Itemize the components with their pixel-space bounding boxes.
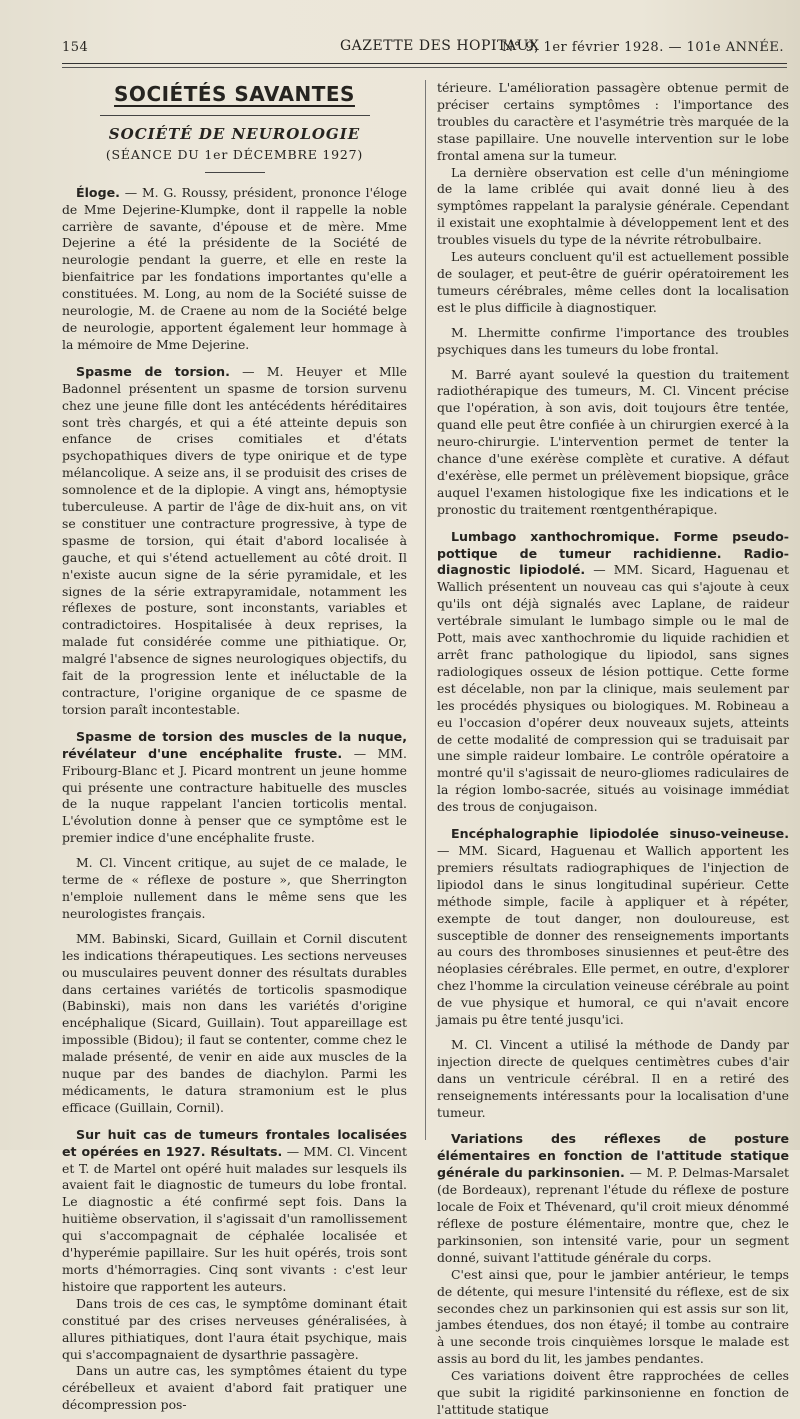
header-rule	[62, 63, 787, 64]
article-text: — M. G. Roussy, président, prononce l'éloge de Mme Dejerine-Klumpke, dont il rappelle la noble carrière de savante, d'épouse et de mère. Mme Dejerine a été la présidente de la Société de neurologie pendant la guerre, et elle en reste la bienfaitrice par les fondations importantes qu'elle a constituées. M. Long, au nom de la Société suisse de neurologie, M. de Craene au nom de la Société belge de neurologie, apportent également leur hommage à la mémoire de Mme Dejerine.	[62, 184, 407, 352]
article-head: Spasme de torsion.	[76, 363, 230, 379]
article-head: Lumbago xanthochromique. Forme pseudo-pottique de tumeur rachidienne. Radio-diagnostic lipiodolé.	[437, 528, 789, 578]
article-reflexes-posture	[437, 1131, 789, 1266]
article-spasme-torsion	[62, 364, 407, 719]
section-title: SOCIÉTÉS SAVANTES	[114, 82, 355, 106]
article-lumbago	[437, 529, 789, 816]
article-head: Sur huit cas de tumeurs frontales localisées et opérées en 1927. Résultats.	[62, 1126, 407, 1159]
issue-info: N° 9, 1er février 1928. — 101e ANNÉE.	[502, 40, 784, 55]
article-text: — M. Heuyer et Mlle Badonnel présentent un spasme de torsion survenu chez une jeune fille dont les antécédents héréditaires sont très chargés, et qui a été atteinte depuis son enfance de crises comitiales et d'états psychopathiques divers de type onirique et de type mélancolique. A seize ans, il se produisit des crises de somnolence et de la diplopie. A vingt ans, hémoptysie tuberculeuse. A partir de l'âge de dix-huit ans, on vit se constituer une contracture progressive, à type de spasme de torsion, qui était d'abord localisée à gauche, et qui s'étend actuellement au côté droit. Il n'existe aucun signe de la série pyramidale, et les signes de la série extrapyramidale, notamment les réflexes de posture, sont inconstants, variables et contradictoires. Hospitalisée à deux reprises, la malade fut considérée comme une pithiatique. Or, malgré l'absence de signes neurologiques objectifs, du fait de la progression lente et inéluctable de la contracture, l'origine organique de ce spasme de torsion paraît incontestable.	[62, 363, 408, 717]
paragraph-barre: M. Barré ayant soulevé la question du traitement radiothérapique des tumeurs, M. Cl. Vincent précise que l'opération, à son avis, doit toujours être tentée, quand elle peut être confiée à un chirurgien exercé à la neuro-chirurgie. L'intervention permet de tenter la chance d'une exérèse complète et curative. A défaut d'exérèse, elle permet un prélèvement biopsique, grâce auquel l'examen histologique fixe les indications et le pronostic du traitement rœntgenthérapique.	[437, 366, 789, 517]
column-divider	[425, 80, 426, 1140]
paragraph-babinski: MM. Babinski, Sicard, Guillain et Cornil discutent les indications thérapeutiques. Les sections nerveuses ou musculaires peuvent donner des résultats durables dans certaines variétés de torticolis spasmodique (Babinski), mais non dans les variétés d'origine encéphalique (Sicard, Guillain). Tout appareillage est impossible (Bidou); il faut se contenter, comme chez le malade présenté, de venir en aide aux muscles de la nuque par des bandes de diachylon. Parmi les médicaments, le datura stramonium est le plus efficace (Guillain, Cornil).	[62, 930, 407, 1115]
article-head: Encéphalographie lipiodolée sinuso-veineuse.	[451, 826, 789, 842]
article-text: — MM. Fribourg-Blanc et J. Picard montrent un jeune homme qui présente une contracture habituelle des muscles de la nuque rappelant l'ancien torticolis mental. L'évolution donne à penser que ce symptôme est le premier indice d'une encéphalite fruste.	[62, 745, 407, 846]
article-head: Variations des réflexes de posture élémentaires en fonction de l'attitude statique générale du parkinsonien.	[437, 1131, 789, 1181]
short-rule	[205, 172, 265, 173]
session-date: (SÉANCE DU 1er DÉCEMBRE 1927)	[105, 146, 364, 162]
paragraph-dandy: M. Cl. Vincent a utilisé la méthode de Dandy par injection directe de quelques centimètres cubes d'air dans un ventricule cérébral. Il en a retiré des renseignements intéressants pour la localisation d'une tumeur.	[437, 1036, 789, 1120]
page-header	[62, 36, 792, 60]
paragraph-variations: Ces variations doivent être rapprochées de celles que subit la rigidité parkinsonienne en fonction de l'attitude statique	[437, 1368, 789, 1417]
article-spasme-nuque	[62, 729, 407, 847]
paragraph-auteurs: Les auteurs concluent qu'il est actuellement possible de soulager, et peut-être de guérir opératoirement les tumeurs cérébrales, même celles dont la localisation est le plus difficile à diagnostiquer.	[437, 249, 789, 315]
right-column	[437, 80, 789, 1419]
article-encephalographie	[437, 826, 789, 1029]
paragraph-trois-cas: Dans trois de ces cas, le symptôme dominant était constitué par des crises nerveuses généralisées, à allures pithiatiques, dont l'aura était psychique, mais qui s'accompagnaient de dysarthrie passagère.	[62, 1295, 407, 1362]
society-title: SOCIÉTÉ DE NEUROLOGIE	[108, 124, 361, 143]
article-head: Éloge.	[76, 184, 120, 200]
article-head: Spasme de torsion des muscles de la nuque, révélateur d'une encéphalite fruste.	[62, 728, 407, 761]
section-rule	[100, 115, 370, 116]
left-column	[62, 80, 407, 1414]
article-text: — MM. Sicard, Haguenau et Wallich apportent les premiers résultats radiographiques de l'injection de lipiodol dans le sinus longitudinal supérieur. Cette méthode simple, facile à appliquer et à répéter, exempte de tout danger, non douloureuse, est susceptible de donner des renseignements importants au cours des thromboses sinusiennes et peut-être des néoplasies cérébrales. Elle permet, en outre, d'explorer chez l'homme la circulation veineuse cérébrale au point de vue physique et humoral, ce qui n'avait encore jamais pu être tenté jusqu'ici.	[437, 842, 789, 1028]
header-rule-thin	[62, 67, 787, 68]
paragraph-autre-cas: Dans un autre cas, les symptômes étaient du type cérébelleux et avaient d'abord fait pratiquer une décompression pos-	[62, 1363, 407, 1413]
paragraph-vincent: M. Cl. Vincent critique, au sujet de ce malade, le terme de « réflexe de posture », que Sherrington n'emploie nullement dans le même sens que les neurologistes français.	[62, 855, 407, 921]
paragraph-lhermitte: M. Lhermitte confirme l'importance des troubles psychiques dans les tumeurs du lobe frontal.	[437, 324, 789, 357]
page-number: 154	[62, 40, 89, 55]
paragraph-derniere: La dernière observation est celle d'un méningiome de la lame criblée qui avait donné lieu à des symptômes rappelant la paralysie générale. Cependant il existait une exophtalmie à développement lent et des troubles visuels du type de la névrite rétrobulbaire.	[437, 164, 789, 248]
article-text: — M. P. Delmas-Marsalet (de Bordeaux), reprenant l'étude du réflexe de posture locale de Foix et Thévenard, qu'il croit mieux dénommé réflexe de posture élémentaire, montre que, chez le parkinsonien, son intensité varie, pour un segment donné, suivant l'attitude générale du corps.	[437, 1165, 790, 1265]
article-tumeurs-frontales	[62, 1127, 407, 1296]
article-text: — MM. Cl. Vincent et T. de Martel ont opéré huit malades sur lesquels ils avaient fait le diagnostic de tumeurs du lobe frontal. Le diagnostic a été confirmé sept fois. Dans la huitième observation, il s'agissait d'un ramollissement qui s'accompagnait de céphalée localisée et d'hyperémie papillaire. Sur les huit opérés, trois sont morts d'hémorragies. Cinq sont vivants : c'est leur histoire que rapportent les auteurs.	[62, 1143, 407, 1294]
article-text: — MM. Sicard, Haguenau et Wallich présentent un nouveau cas qui s'ajoute à ceux qu'ils ont déjà signalés avec Laplane, de raideur vertébrale simulant le lumbago simple ou le mal de Pott, mais avec xanthochromie du liquide rachidien et arrêt franc pathologique du lipiodol, sans signes radiologiques osseux de lésion pottique. Cette forme est décelable, non par la clinique, mais seulement par les procédés physiques ou biologiques. M. Robineau a eu l'occasion d'opérer deux nouveaux sujets, atteints de cette modalité de compression qui se traduisait par une simple raideur lombaire. Le contrôle opératoire a montré qu'il s'agissait de neuro-gliomes radiculaires de la région lombo-sacrée, situés au voisinage immédiat des trous de conjugaison.	[437, 562, 789, 815]
paragraph-continuation: térieure. L'amélioration passagère obtenue permit de préciser certains symptômes : l'importance des troubles du caractère et l'asymétrie très marquée de la stase papillaire. Une nouvelle intervention sur le lobe frontal amena sur la tumeur.	[437, 80, 789, 163]
article-eloge	[62, 185, 407, 354]
paragraph-jambier: C'est ainsi que, pour le jambier antérieur, le temps de détente, qui mesure l'intensité du réflexe, est de six secondes chez un parkinsonien qui est assis sur son lit, jambes étendues, dos non étayé; il tombe au contraire à une seconde trois cinquièmes lorsque le malade est assis au bord du lit, les jambes pendantes.	[437, 1266, 789, 1367]
journal-title: GAZETTE DES HOPITAUX	[340, 38, 540, 54]
